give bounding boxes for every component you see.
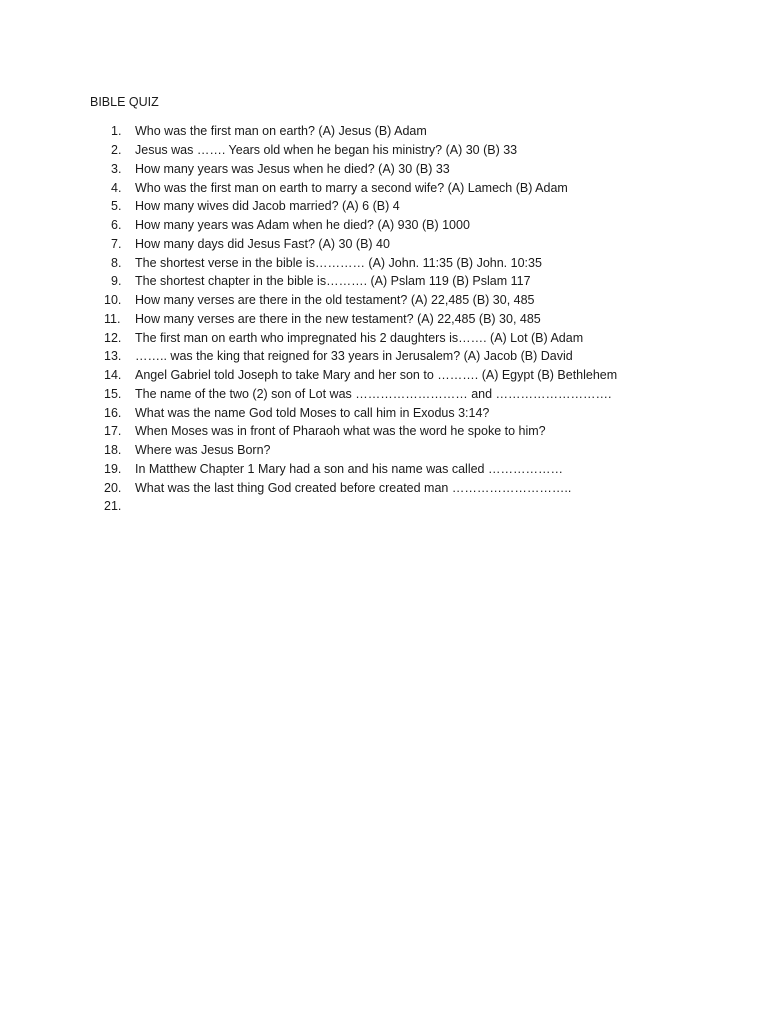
question-item [90,366,617,385]
question-text: …….. was the king that reigned for 33 years in Jerusalem? (A) Jacob (B) David [135,349,573,364]
document-title: BIBLE QUIZ [90,95,159,109]
question-number: 15. [104,386,122,401]
question-text: How many days did Jesus Fast? (A) 30 (B) 40 [135,236,390,251]
question-item [90,160,617,179]
question-number: 9. [111,274,122,289]
question-text: How many wives did Jacob married? (A) 6 (B) 4 [135,199,400,214]
question-item [90,235,617,254]
question-text: Angel Gabriel told Joseph to take Mary and her son to ………. (A) Egypt (B) Bethlehem [135,368,618,383]
question-item [90,291,617,310]
question-text: In Matthew Chapter 1 Mary had a son and his name was called ……………… [135,461,563,476]
question-text: What was the last thing God created before created man ……………………….. [135,480,572,495]
question-text: When Moses was in front of Pharaoh what was the word he spoke to him? [135,424,546,439]
question-number: 16. [104,405,122,420]
question-item [90,441,617,460]
question-item [90,460,617,479]
question-number: 8. [111,255,122,270]
question-number: 14. [104,368,122,383]
question-item [90,478,617,497]
question-item [90,216,617,235]
question-number: 1. [111,124,122,139]
question-number: 20. [104,480,122,495]
question-item [90,403,617,422]
question-item [90,385,617,404]
question-text: Jesus was ……. Years old when he began his ministry? (A) 30 (B) 33 [135,143,518,158]
question-item [90,310,617,329]
question-number: 18. [104,443,122,458]
question-text: Who was the first man on earth? (A) Jesus (B) Adam [135,124,427,139]
question-text: How many years was Adam when he died? (A) 930 (B) 1000 [135,218,470,233]
question-item [90,272,617,291]
question-number: 6. [111,218,122,233]
question-number: 7. [111,236,122,251]
question-item [90,347,617,366]
question-number: 13. [104,349,122,364]
question-number: 2. [111,143,122,158]
question-item [90,141,617,160]
question-item [90,178,617,197]
question-number: 21. [104,499,122,514]
question-text: The first man on earth who impregnated his 2 daughters is……. (A) Lot (B) Adam [135,330,584,345]
question-text: Who was the first man on earth to marry a second wife? (A) Lamech (B) Adam [135,180,568,195]
question-item [90,328,617,347]
question-number: 11. [104,311,121,326]
question-text: The name of the two (2) son of Lot was ……………………… and ………………………. [135,386,612,401]
question-text: What was the name God told Moses to call him in Exodus 3:14? [135,405,490,420]
question-text: How many verses are there in the old testament? (A) 22,485 (B) 30, 485 [135,293,535,308]
question-list [90,122,617,516]
question-text: How many verses are there in the new testament? (A) 22,485 (B) 30, 485 [135,311,541,326]
question-item [90,122,617,141]
question-item [90,197,617,216]
question-number: 3. [111,161,122,176]
question-text: The shortest verse in the bible is………… (A) John. 11:35 (B) John. 10:35 [135,255,542,270]
question-number: 5. [111,199,122,214]
question-text: Where was Jesus Born? [135,443,271,458]
question-item [90,497,617,516]
question-item [90,253,617,272]
question-number: 17. [104,424,122,439]
question-item [90,422,617,441]
question-number: 4. [111,180,122,195]
question-text: The shortest chapter in the bible is………. (A) Pslam 119 (B) Pslam 117 [135,274,531,289]
question-number: 19. [104,461,122,476]
question-number: 10. [104,293,122,308]
question-number: 12. [104,330,122,345]
question-text: How many years was Jesus when he died? (A) 30 (B) 33 [135,161,450,176]
